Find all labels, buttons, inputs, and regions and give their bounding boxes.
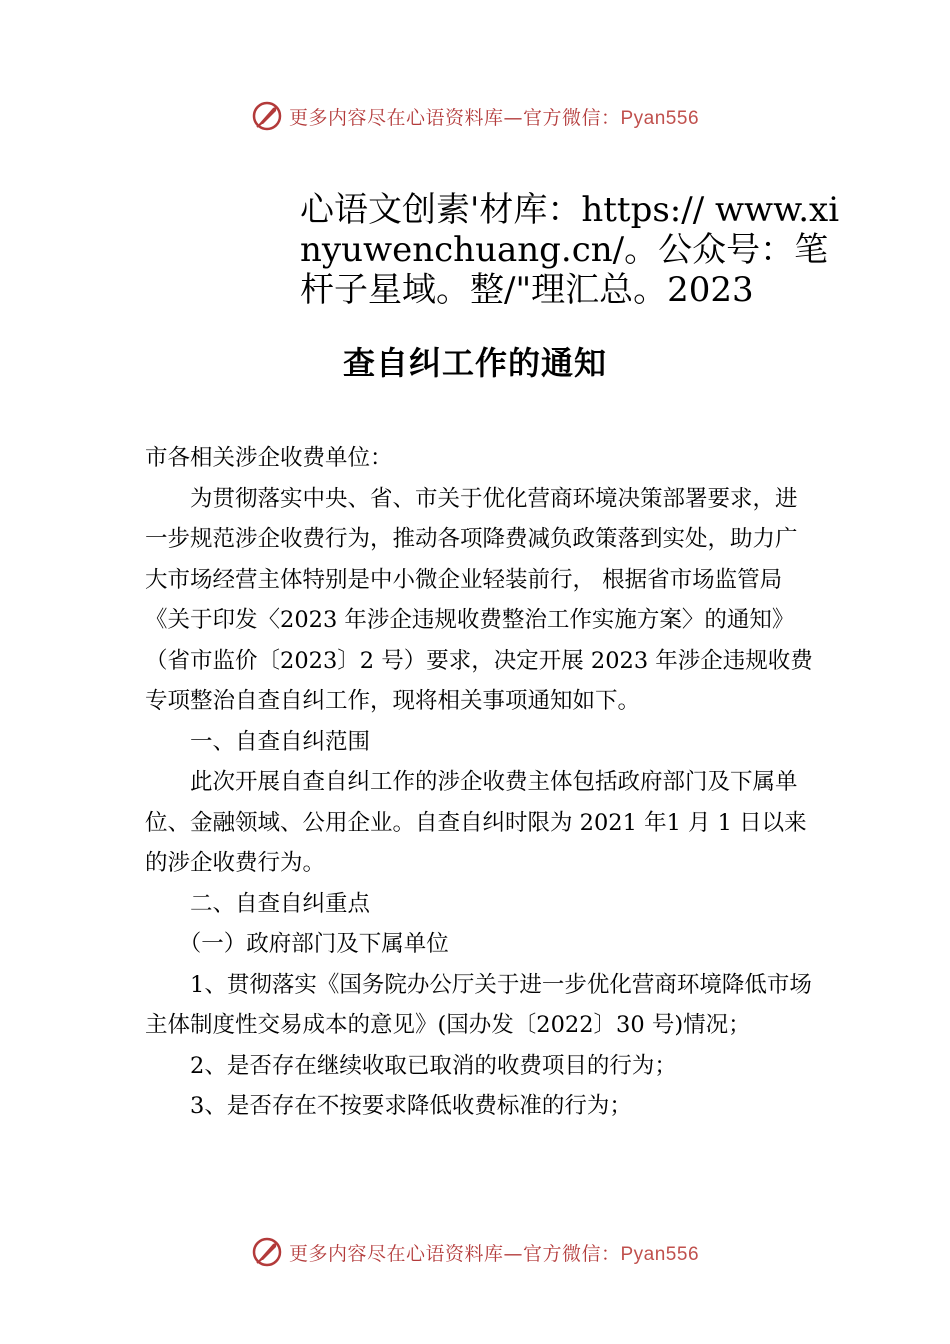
banner-wechat-label: 官方微信： bbox=[522, 1242, 621, 1265]
section2-heading: 二、自查自纠重点 bbox=[190, 890, 371, 917]
document-body bbox=[145, 438, 815, 1127]
item-1: 1、贯彻落实《国务院办公厅关于进一步优化营商环境降低市场主体制度性交易成本的意见》(国办发〔2022〕30 号)情况； bbox=[145, 971, 812, 1038]
header-banner bbox=[0, 96, 950, 136]
watermark-text: 心语文创素'材库：https:// www.xinyuwenchuang.cn/。公众号：笔杆子星域。整/"理汇总。2023 bbox=[300, 190, 840, 310]
banner-main-text: 更多内容尽在心语资料库 bbox=[288, 106, 504, 129]
banner-wechat-id: Pyan556 bbox=[620, 107, 700, 129]
quill-logo-icon bbox=[251, 100, 283, 132]
banner-text bbox=[289, 103, 699, 130]
footer-banner bbox=[0, 1232, 950, 1272]
intro-paragraph: 为贯彻落实中央、省、市关于优化营商环境决策部署要求，进一步规范涉企收费行为，推动各项降费减负政策落到实处，助力广大市场经营主体特别是中小微企业轻装前行， 根据省市场监管局《关于印发〈2023 年涉企违规收费整治工作实施方案〉的通知》（省市监价〔2023〕2 号）要求，决定开展 2023 年涉企违规收费专项整治自查自纠工作，现将相关事项通知如下。 bbox=[145, 485, 813, 714]
banner-wechat-label: 官方微信： bbox=[522, 106, 621, 129]
banner-separator: — bbox=[503, 1242, 523, 1265]
banner-text bbox=[289, 1239, 699, 1266]
document-title: 查自纠工作的通知 bbox=[342, 344, 607, 382]
salutation: 市各相关涉企收费单位： bbox=[145, 445, 393, 471]
item-2: 2、是否存在继续收取已取消的收费项目的行为； bbox=[190, 1052, 677, 1079]
item-3: 3、是否存在不按要求降低收费标准的行为； bbox=[190, 1093, 632, 1119]
quill-logo-icon bbox=[251, 1236, 283, 1268]
banner-wechat-id: Pyan556 bbox=[620, 1243, 700, 1265]
sub1-heading: （一）政府部门及下属单位 bbox=[178, 931, 449, 957]
banner-separator: — bbox=[503, 106, 523, 129]
section1-heading: 一、自查自纠范围 bbox=[190, 728, 371, 755]
banner-main-text: 更多内容尽在心语资料库 bbox=[288, 1242, 504, 1265]
section1-body: 此次开展自查自纠工作的涉企收费主体包括政府部门及下属单位、金融领域、公用企业。自查自纠时限为 2021 年1 月 1 日以来的涉企收费行为。 bbox=[145, 769, 807, 876]
